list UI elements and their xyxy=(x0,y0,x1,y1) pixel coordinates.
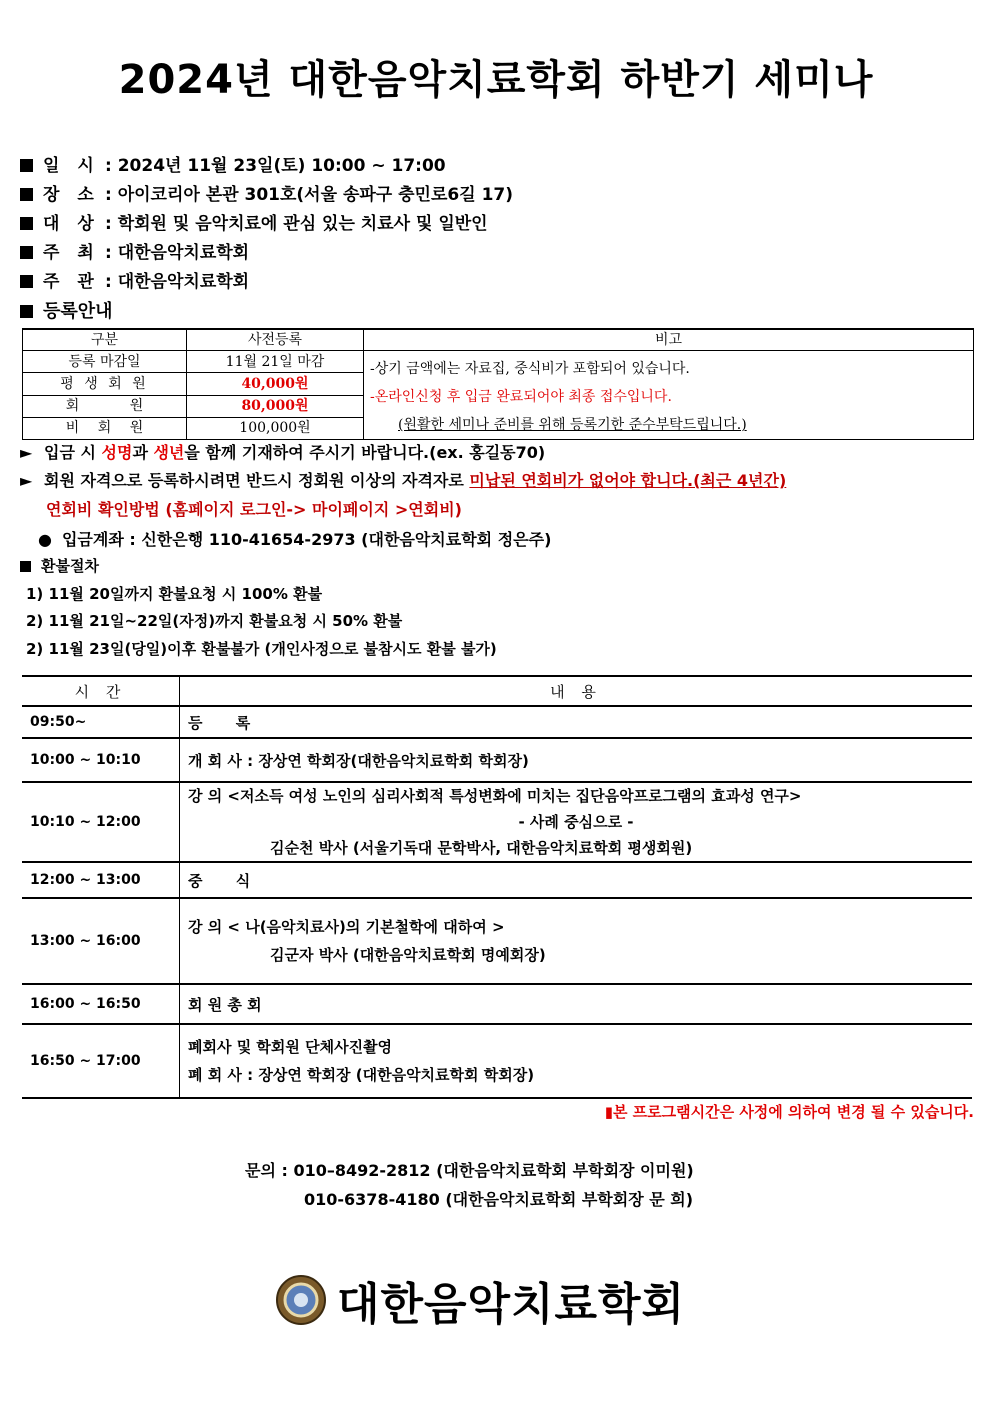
reg-fee: 11월 21일 마감 xyxy=(187,351,364,373)
schedule-time: 09:50~ xyxy=(22,706,180,738)
notice-deposit-name: ► 입금 시 성명과 생년을 함께 기재하여 주시기 바랍니다.(ex. 홍길동70) xyxy=(20,443,546,462)
schedule-content: 강 의 <저소득 여성 노인의 심리사회적 특성변화에 미치는 집단음악프로그램의 효과성 연구> - 사례 중심으로 - 김순천 박사 (서울기독대 문학박사, 대한음악치료학회 평생회원) xyxy=(180,782,973,862)
info-venue: 장 소 : 아이코리아 본관 301호(서울 송파구 충민로6길 17) xyxy=(20,180,513,205)
schedule-time: 16:50 ~ 17:00 xyxy=(22,1024,180,1098)
reg-type: 회 원 xyxy=(23,395,187,417)
schedule-content: 폐회사 및 학회원 단체사진촬영 폐 회 사 : 장상연 학회장 (대한음악치료학회 학회장) xyxy=(180,1024,973,1098)
reg-fee: 100,000원 xyxy=(187,417,364,439)
note-line-underlined: (원활한 세미나 준비를 위해 등록기한 준수부탁드립니다.) xyxy=(398,417,747,433)
refund-item: 2) 11월 23일(당일)이후 환불불가 (개인사정으로 불참시도 환불 불가) xyxy=(26,640,497,658)
schedule-content: 강 의 < 나(음악치료사)의 기본철학에 대하여 > 김군자 박사 (대한음악치료학회 명예회장) xyxy=(180,898,973,984)
refund-heading: 환불절차 xyxy=(20,555,99,576)
contact-line: 010-6378-4180 (대한음악치료학회 부학회장 문 희) xyxy=(304,1190,694,1209)
schedule-time: 13:00 ~ 16:00 xyxy=(22,898,180,984)
schedule-time: 10:10 ~ 12:00 xyxy=(22,782,180,862)
reg-type: 등록 마감일 xyxy=(23,351,187,373)
note-line: -상기 금액에는 자료집, 중식비가 포함되어 있습니다. xyxy=(370,361,690,377)
contact-line: 문의 : 010–8492-2812 (대한음악치료학회 부학회장 이미원) xyxy=(245,1161,694,1180)
society-emblem-icon xyxy=(275,1274,327,1326)
schedule-disclaimer: ▮본 프로그램시간은 사정에 의하여 변경 될 수 있습니다. xyxy=(604,1103,974,1121)
schedule-content: 등 록 xyxy=(180,706,973,738)
schedule-time: 10:00 ~ 10:10 xyxy=(22,738,180,782)
society-logo-text: 대한음악치료학회 xyxy=(337,1279,686,1330)
schedule-content: 회 원 총 회 xyxy=(180,984,973,1024)
arrow-icon: ► xyxy=(20,471,33,490)
schedule-content-header: 내 용 xyxy=(180,676,973,706)
refund-item: 2) 11월 21일~22일(자정)까지 환불요청 시 50% 환불 xyxy=(26,612,403,630)
schedule-time: 16:00 ~ 16:50 xyxy=(22,984,180,1024)
col-type-header: 구분 xyxy=(23,329,187,351)
reg-fee: 40,000원 xyxy=(187,373,364,395)
reg-type: 비 회 원 xyxy=(23,417,187,439)
registration-table xyxy=(22,328,974,440)
col-fee-header: 사전등록 xyxy=(187,329,364,351)
refund-item: 1) 11월 20일까지 환불요청 시 100% 환불 xyxy=(26,585,323,603)
note-line-red: -온라인신청 후 입금 완료되어야 최종 접수입니다. xyxy=(370,389,672,405)
notice-account: ● 입금계좌 : 신한은행 110-41654-2973 (대한음악치료학회 정은주) xyxy=(38,530,552,549)
info-host: 주 최 : 대한음악치료학회 xyxy=(20,238,249,263)
registration-heading: 등록안내 xyxy=(20,297,113,323)
schedule-content: 개 회 사 : 장상연 학회장(대한음악치료학회 학회장) xyxy=(180,738,973,782)
reg-fee: 80,000원 xyxy=(187,395,364,417)
schedule-content: 중 식 xyxy=(180,862,973,898)
notice-fee-check: 연회비 확인방법 (홈페이지 로그인-> 마이페이지 >연회비) xyxy=(46,500,462,519)
page-title: 2024년 대한음악치료학회 하반기 세미나 xyxy=(118,57,874,103)
info-organizer: 주 관 : 대한음악치료학회 xyxy=(20,267,249,292)
col-note-header: 비고 xyxy=(364,329,974,351)
reg-note xyxy=(364,351,974,440)
info-date: 일 시 : 2024년 11월 23일(토) 10:00 ~ 17:00 xyxy=(20,151,446,176)
arrow-icon: ► xyxy=(20,443,33,462)
info-target: 대 상 : 학회원 및 음악치료에 관심 있는 치료사 및 일반인 xyxy=(20,209,488,234)
reg-type: 평 생 회 원 xyxy=(23,373,187,395)
schedule-time: 12:00 ~ 13:00 xyxy=(22,862,180,898)
notice-membership: ► 회원 자격으로 등록하시려면 반드시 정회원 이상의 자격자로 미납된 연회비가 없어야 합니다.(최근 4년간) xyxy=(20,471,787,490)
schedule-table xyxy=(22,675,972,1099)
bullet-icon: ● xyxy=(38,530,52,549)
society-logo xyxy=(275,1268,685,1332)
schedule-time-header: 시 간 xyxy=(22,676,180,706)
